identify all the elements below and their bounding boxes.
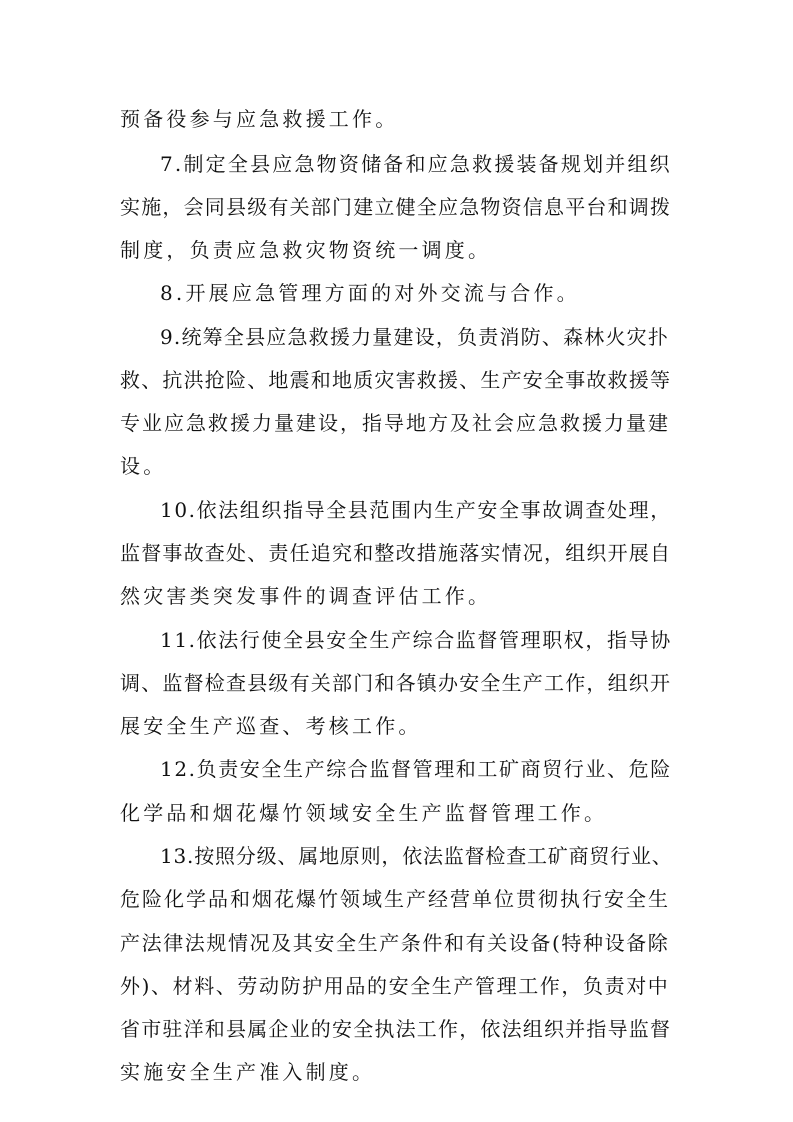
text-line-2: 7.制定全县应急物资储备和应急救援装备规划并组织 [160, 152, 672, 176]
text-line-18: 13.按照分级、属地原则，依法监督检查工矿商贸行业、 [160, 844, 673, 868]
text-line-1: 预备役参与应急救援工作。 [120, 107, 399, 131]
text-line-10: 10.依法组织指导全县范围内生产安全事故调查处理， [160, 498, 672, 522]
text-line-8: 专业应急救援力量建设，指导地方及社会应急救援力量建 [120, 411, 670, 435]
text-line-5: 8.开展应急管理方面的对外交流与合作。 [160, 281, 580, 305]
text-line-22: 省市驻洋和县属企业的安全执法工作，依法组织并指导监督 [120, 1017, 672, 1041]
text-line-19: 危险化学品和烟花爆竹领域生产经营单位贯彻执行安全生 [120, 887, 670, 911]
text-line-7: 救、抗洪抢险、地震和地质灾害救援、生产安全事故救援等 [120, 368, 672, 392]
text-line-12: 然灾害类突发事件的调查评估工作。 [120, 584, 492, 608]
text-line-20: 产法律法规情况及其安全生产条件和有关设备(特种设备除 [120, 931, 670, 955]
text-line-9: 设。 [120, 454, 167, 478]
text-line-11: 监督事故查处、责任追究和整改措施落实情况，组织开展自 [120, 541, 672, 565]
text-line-3: 实施，会同县级有关部门建立健全应急物资信息平台和调拨 [120, 195, 672, 219]
text-line-17: 化学品和烟花爆竹领域安全生产监督管理工作。 [120, 801, 608, 825]
text-line-4: 制度，负责应急救灾物资统一调度。 [120, 238, 492, 262]
text-line-6: 9.统筹全县应急救援力量建设，负责消防、森林火灾扑 [160, 325, 670, 349]
text-line-16: 12.负责安全生产综合监督管理和工矿商贸行业、危险 [160, 757, 672, 781]
text-line-14: 调、监督检查县级有关部门和各镇办安全生产工作，组织开 [120, 671, 672, 695]
text-line-13: 11.依法行使全县安全生产综合监督管理职权，指导协 [160, 628, 672, 652]
text-line-21: 外)、材料、劳动防护用品的安全生产管理工作，负责对中 [120, 974, 670, 998]
text-line-15: 展安全生产巡查、考核工作。 [120, 714, 422, 738]
text-line-23: 实施安全生产准入制度。 [120, 1060, 376, 1084]
